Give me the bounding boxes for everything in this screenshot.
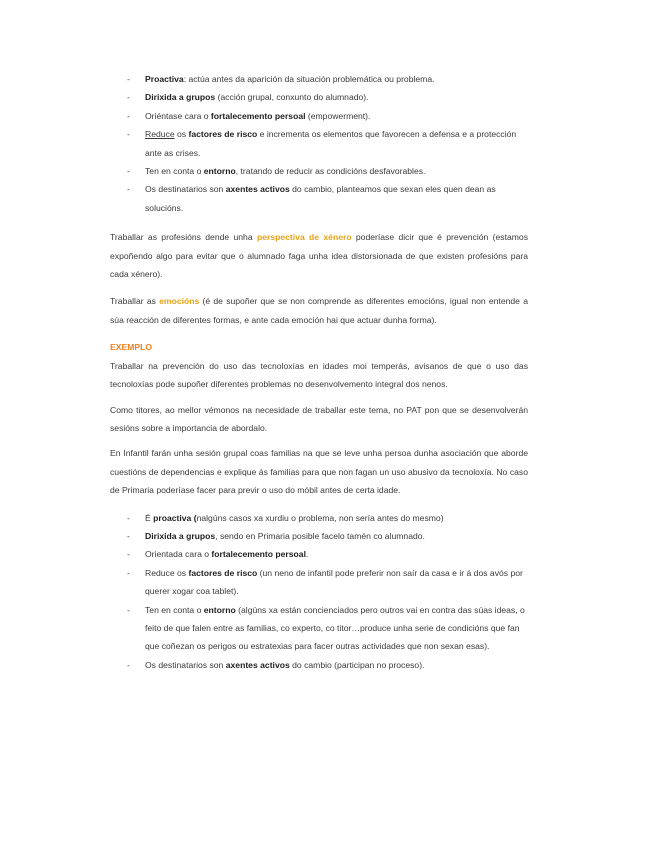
list-item: - Oriéntase cara o fortalecemento persoal (empowerment).	[127, 110, 371, 121]
list-item: - Ten en conta o entorno, tratando de reducir as condicións desfavorables.	[127, 166, 426, 177]
document-body	[110, 70, 528, 674]
list-item: - É proactiva (nalgúns casos xa xurdiu o problema, non sería antes do mesmo)	[127, 512, 444, 523]
paragraph-technology-prevention: Traballar na prevención do uso das tecnoloxías en idades moi temperás, avisanos de que o uso das tecnoloxías pode supoñer diferentes problemas no desenvolvemento integral dos nenos.	[110, 360, 528, 390]
example-heading: EXEMPLO	[110, 342, 153, 353]
list-item: - Ten en conta o entorno (algúns xa están concienciados pero outros vai en contra das súas ideas, o feito de que falen entre as familias, co experto, co titor…produce unha serie de condicións que fan que coñezan os perigos ou estratexias para facer outras actividades que non sexan esas).	[127, 604, 525, 652]
paragraph-gender-perspective: Traballar as profesións dende unha perspectiva de xénero poderíase dicir que é prevención (estamos expoñendo algo para evitar que o alumnado faga unha idea distorsionada de que existen profesións para cada xénero).	[110, 232, 528, 280]
paragraph-infantil-primaria: En Infantil farán unha sesión grupal coas familias na que se leve unha persoa dunha asociación que aborde cuestións de dependencias e explique ás familias para que non fagan un uso abusivo da tecnoloxía. No caso de Primaria poderíase facer para previr o uso do móbil antes de certa idade.	[110, 448, 528, 496]
example-characteristics-list	[110, 509, 528, 675]
paragraph-tutors: Como titores, ao mellor vémonos na necesidade de traballar este tema, no PAT pon que se desenvolverán sesións sobre a importancia de abordalo.	[110, 404, 528, 433]
prevention-characteristics-list	[110, 70, 528, 217]
list-item: - Orientada cara o fortalecemento persoal.	[127, 549, 309, 560]
list-item: - Dirixida a grupos (acción grupal, conxunto do alumnado).	[127, 92, 369, 103]
list-item: - Reduce os factores de risco (un neno de infantil pode preferir non saír da casa e ir á dos avós por querer xogar coa tablet).	[127, 567, 523, 597]
highlight-term: emocións	[159, 296, 200, 307]
list-item: - Dirixida a grupos, sendo en Primaria posible facelo tamén co alumnado.	[127, 530, 425, 541]
list-item: - Os destinatarios son axentes activos do cambio, planteamos que sexan eles quen dean as solucións.	[127, 184, 496, 213]
list-item: - Proactiva: actúa antes da aparición da situación problemática ou problema.	[127, 74, 435, 84]
paragraph-emotions: Traballar as emocións (é de supoñer que se non comprende as diferentes emocións, igual non entende a súa reacción de diferentes formas, e ante cada emoción hai que actuar dunha forma).	[110, 296, 528, 325]
highlight-term: perspectiva de xénero	[256, 232, 352, 243]
list-item: - Os destinatarios son axentes activos do cambio (participan no proceso).	[127, 659, 425, 670]
list-item: - Reduce os factores de risco e incrementa os elementos que favorecen a defensa e a protección ante as crises.	[127, 129, 517, 158]
